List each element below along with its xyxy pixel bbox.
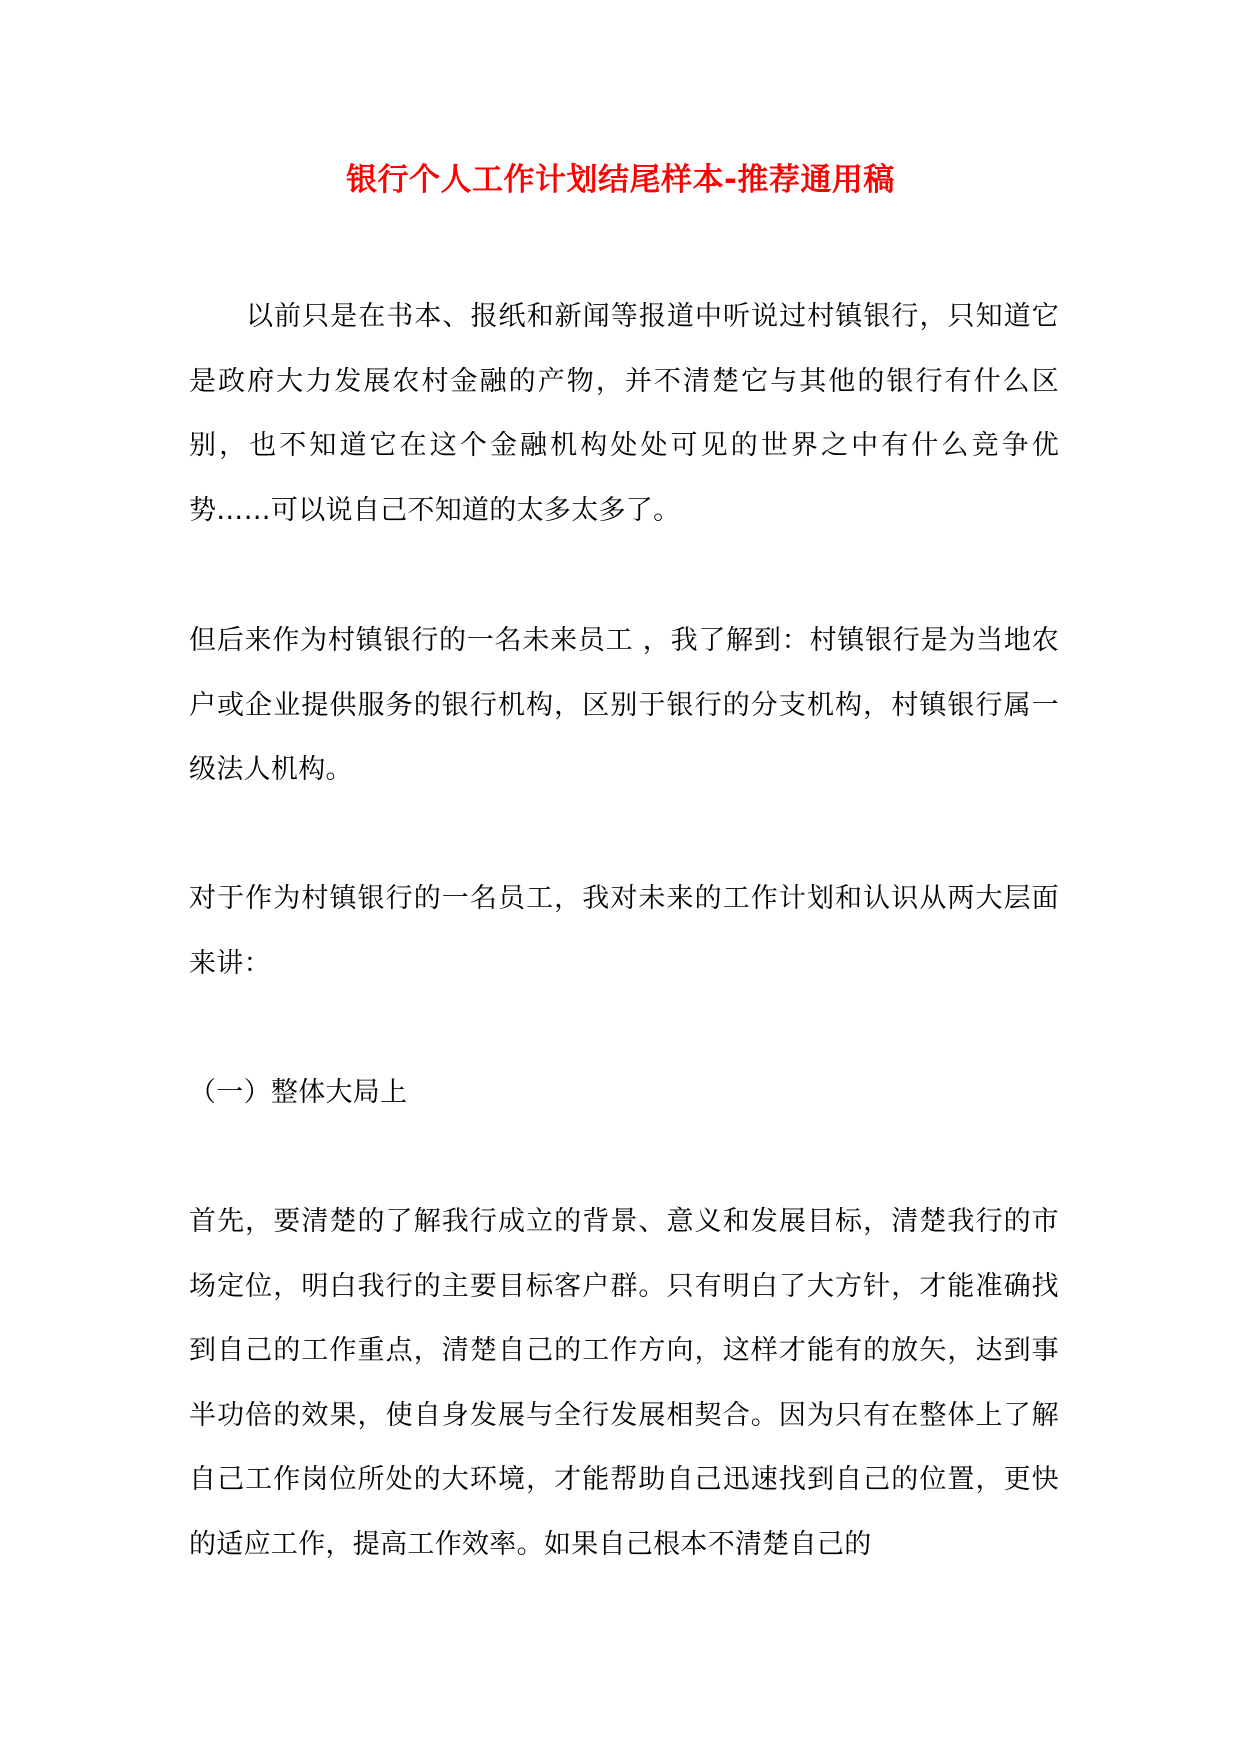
paragraph-3: 对于作为村镇银行的一名员工，我对未来的工作计划和认识从两大层面来讲： xyxy=(189,883,1059,979)
document-title: 银行个人工作计划结尾样本-推荐通用稿 xyxy=(346,162,895,198)
paragraph-1: 以前只是在书本、报纸和新闻等报道中听说过村镇银行，只知道它是政府大力发展农村金融的产物，并不清楚它与其他的银行有什么区别，也不知道它在这个金融机构处处可见的世界之中有什么竞争优势……可以说自己不知道的太多太多了。 xyxy=(189,301,1059,526)
paragraph-2: 但后来作为村镇银行的一名未来员工 ，我了解到：村镇银行是为当地农户或企业提供服务的银行机构，区别于银行的分支机构，村镇银行属一级法人机构。 xyxy=(189,625,1059,785)
section-heading-1: （一）整体大局上 xyxy=(189,1077,408,1108)
paragraph-4: 首先，要清楚的了解我行成立的背景、意义和发展目标，清楚我行的市场定位，明白我行的主要目标客户群。只有明白了大方针，才能准确找到自己的工作重点，清楚自己的工作方向，这样才能有的放矢，达到事半功倍的效果，使自身发展与全行发展相契合。因为只有在整体上了解自己工作岗位所处的大环境，才能帮助自己迅速找到自己的位置，更快的适应工作，提高工作效率。如果自己根本不清楚自己的 xyxy=(189,1206,1059,1560)
